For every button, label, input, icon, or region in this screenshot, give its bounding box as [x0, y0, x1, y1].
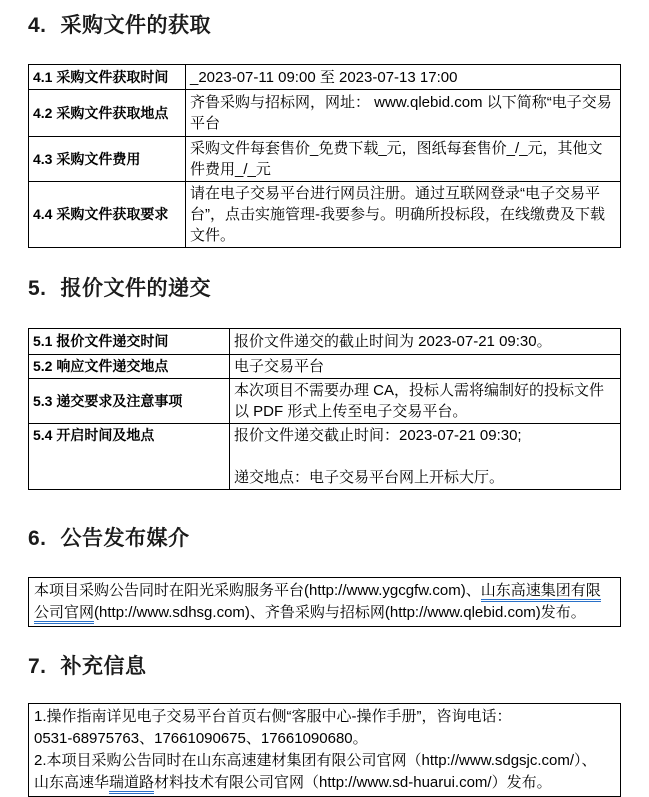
- row-value: 请在电子交易平台进行网员注册。通过互联网登录“电子交易平台”，点击实施管理-我要参与。明确所投标段，在线缴费及下载文件。: [186, 182, 621, 248]
- section-7-title: 补充信息: [60, 655, 147, 678]
- sdhsg-official-site-link[interactable]: 山东高速集团有限公司官网: [34, 582, 601, 624]
- row-value: _2023-07-11 09:00 至 2023-07-13 17:00: [186, 65, 621, 90]
- row-label: 5.2 响应文件递交地点: [29, 355, 230, 379]
- announcement-media-box: [28, 577, 621, 627]
- supplement-line: [34, 772, 615, 794]
- table-row: [29, 65, 621, 90]
- deadline-line: 报价文件递交截止时间：2023-07-21 09:30;: [234, 427, 522, 444]
- table-row: [29, 379, 621, 424]
- location-line: 递交地点：电子交易平台网上开标大厅。: [234, 469, 505, 486]
- table-row: [29, 90, 621, 137]
- section-4-title: 采购文件的获取: [60, 14, 212, 37]
- supplement-text: 山东高速华: [34, 774, 110, 791]
- section-5-heading: [28, 276, 621, 302]
- table-row: [29, 137, 621, 182]
- table-row: [29, 424, 621, 490]
- row-value: 报价文件递交的截止时间为 2023-07-21 09:30。: [230, 329, 621, 355]
- procurement-file-table: [28, 64, 621, 248]
- row-label: 5.4 开启时间及地点: [29, 424, 230, 490]
- table-row: [29, 355, 621, 379]
- media-text: 本项目采购公告同时在阳光采购服务平台(http://www.ygcgfw.com)、: [34, 582, 481, 599]
- quotation-submission-table: [28, 328, 621, 490]
- section-4-heading: [28, 13, 621, 39]
- row-value: 采购文件每套售价_免费下载_元，图纸每套售价_/_元，其他文件费用_/_元: [186, 137, 621, 182]
- section-6-title: 公告发布媒介: [60, 527, 190, 550]
- section-5-title: 报价文件的递交: [60, 277, 212, 300]
- table-row: [29, 182, 621, 248]
- table-row: [29, 329, 621, 355]
- supplement-line: 2.本项目采购公告同时在山东高速建材集团有限公司官网（http://www.sdgsjc.com/）、: [34, 752, 597, 769]
- section-5-number: 5.: [28, 277, 47, 300]
- grammar-marked-text: 瑞道路: [109, 774, 154, 794]
- section-6-number: 6.: [28, 527, 47, 550]
- supplement-line: 0531-68975763、17661090675、17661090680。: [34, 730, 368, 747]
- section-7-heading: [28, 654, 621, 680]
- section-7-number: 7.: [28, 655, 47, 678]
- row-label: 4.3 采购文件费用: [29, 137, 186, 182]
- row-value: [230, 424, 621, 490]
- row-label: 5.3 递交要求及注意事项: [29, 379, 230, 424]
- media-text: (http://www.sdhsg.com)、齐鲁采购与招标网(http://www.qlebid.com)发布。: [94, 604, 586, 621]
- row-value: 齐鲁采购与招标网，网址： www.qlebid.com 以下简称“电子交易平台: [186, 90, 621, 137]
- row-label: 4.1 采购文件获取时间: [29, 65, 186, 90]
- supplement-line: 1.操作指南详见电子交易平台首页右侧“客服中心-操作手册”，咨询电话：: [34, 708, 512, 725]
- row-label: 4.4 采购文件获取要求: [29, 182, 186, 248]
- row-value: 电子交易平台: [230, 355, 621, 379]
- row-label: 4.2 采购文件获取地点: [29, 90, 186, 137]
- row-value: 本次项目不需要办理 CA，投标人需将编制好的投标文件以 PDF 形式上传至电子交易平台。: [230, 379, 621, 424]
- supplementary-info-box: [28, 703, 621, 797]
- section-6-heading: [28, 526, 621, 552]
- row-label: 5.1 报价文件递交时间: [29, 329, 230, 355]
- supplement-text: 材料技术有限公司官网（http://www.sd-huarui.com/）发布。: [154, 774, 552, 791]
- section-4-number: 4.: [28, 14, 47, 37]
